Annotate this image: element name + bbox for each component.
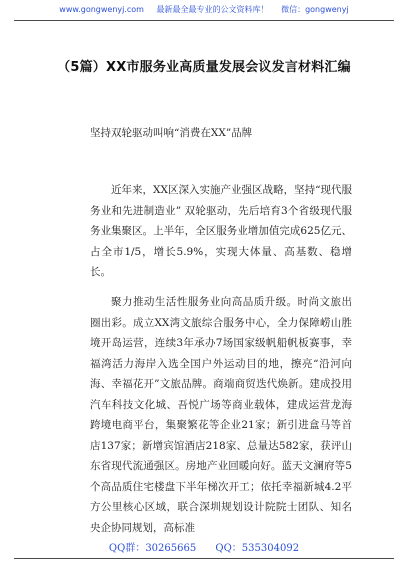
- header-wechat: 微信：gongwenyj: [281, 5, 349, 14]
- footer-divider: [14, 558, 394, 559]
- body-paragraph-1: 近年来，XX区深入实施产业强区战略，坚持“现代服务业和先进制造业” 双轮驱动，先后培育3个省级现代服务业集聚区。上半年，全区服务业增加值完成625亿元、占全市1/5，增长5.9%，实现大体量、高基数、稳增长。: [90, 184, 352, 278]
- footer-qq: QQ：535304092: [215, 543, 300, 554]
- body-paragraph-2: 聚力推动生活性服务业向高品质升级。时尚文旅出圈出彩。成立XX湾文旅综合服务中心，全力保障崂山胜境开岛运营，连续3年承办7场国家级帆船帆板赛事，幸福湾活力海岸入选全国户外运动目的地，擦亮“沿河向海、幸福花开”文旅品牌。商端商贸迭代焕新。建成投用汽车科技文化城、吾悦广场等商业载体，建成运营龙海跨境电商平台，集聚繁花等企业21家；新引进盒马等首店137家；新增宾馆酒店218家、总量达582家，获评山东省现代流通强区。房地产业回暖向好。蓝天文澜府等5个高品质住宅楼盘下半年梯次开工；依托幸福新城4.2平方公里核心区域，联合深圳规划设计院院士团队、知名央企协同规划，高标准: [90, 296, 352, 534]
- page-header: [0, 0, 408, 20]
- section-subtitle: 坚持双轮驱动叫响“消费在XX”品牌: [90, 127, 253, 139]
- header-site-url[interactable]: www.gongwenyj.com: [59, 5, 144, 14]
- header-tagline: 最新最全最专业的公文资料库！: [156, 5, 269, 14]
- footer-qq-group: QQ群：30265665: [108, 543, 197, 554]
- header-divider: [14, 20, 394, 21]
- page-footer: [0, 541, 408, 557]
- document-title: （5篇）XX市服务业高质量发展会议发言材料汇编: [57, 60, 351, 75]
